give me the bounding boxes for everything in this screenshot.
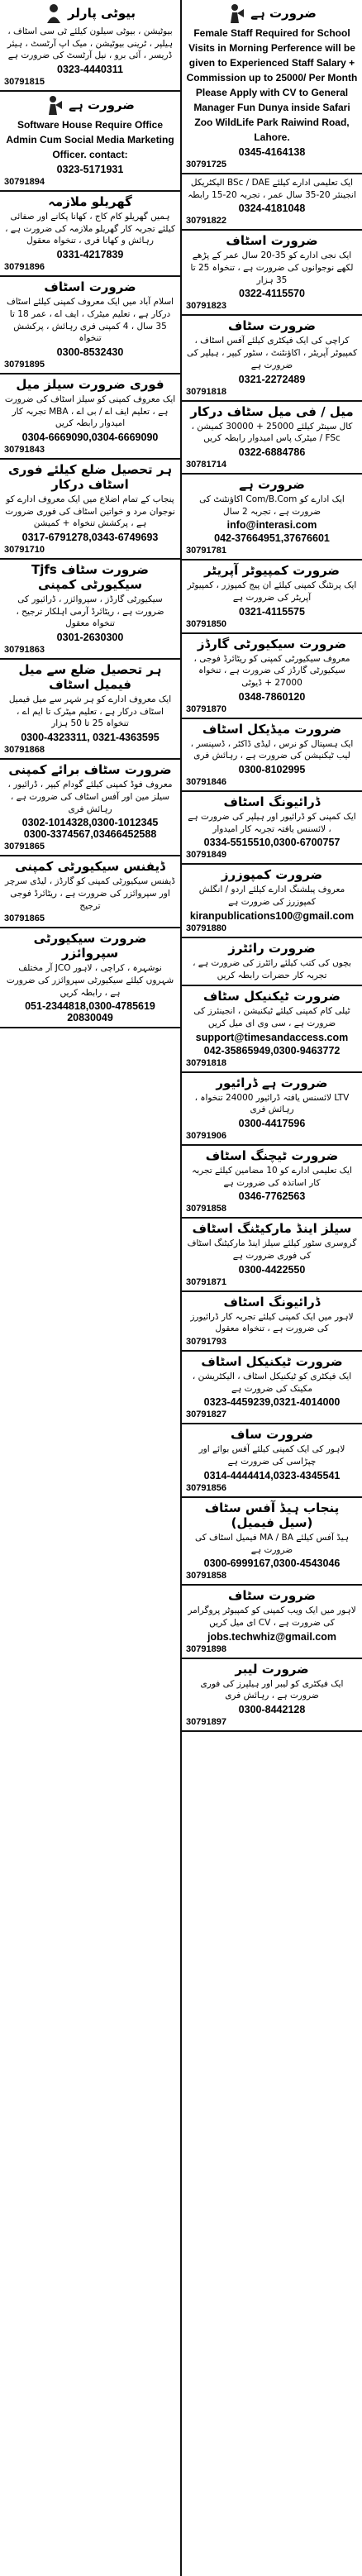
ad-text: ایک معروف کمپنی کو سیلز اسٹاف کی ضرورت ہے ، تعلیم ایف اے / بی اے ، MBA تجربہ کار امیدوار رابطہ کریں [4,394,176,429]
ad-text: بیوٹیشن ، بیوٹی سیلون کیلئے ٹی سی اسٹاف ، ہیلپر ، ٹرینی بیوٹیشن ، میک اپ آرٹسٹ ، ہیئر ڈریسر ، آئی برو ، نیل آرٹسٹ کی ضرورت ہے [7,26,174,61]
classified-ad [182,1352,362,1424]
ad-reference-number: 30791858 [186,1571,226,1581]
ad-title: پنجاب ہیڈ آفس سٹاف (سیل فیمیل) [204,1500,340,1530]
ad-header [4,279,176,294]
classified-ad [182,1424,362,1497]
classified-ad [182,1498,362,1586]
ad-text: سیکیورٹی گارڈز ، سپروائزر ، ڈرائیور کی ضرورت ہے ، ریٹائرڈ آرمی اہلکار ترجیح ، تنخواہ معقول [16,594,164,629]
ad-text: ایک تعلیمی ادارے کو 10 مضامین کیلئے تجربہ کار اساتذہ کی ضرورت ہے [192,1165,352,1188]
classified-ad [0,856,180,928]
ad-text: نوشہرہ ، کراچی ، لاہور JCO آر مختلف شہروں کیلئے سیکیورٹی سپروائزر کی ضرورت ہے ، رابطہ کریں [6,963,174,998]
classified-ad [182,1073,362,1146]
ad-title: ضرورت سیکیورٹی گارڈز [197,636,347,651]
ad-reference-number: 30791725 [186,160,226,169]
ad-header [186,318,358,333]
ad-email[interactable]: jobs.techwhiz@gmail.com [207,1630,336,1643]
ad-title: ڈیفنس سیکیورٹی کمپنی [15,859,165,875]
ad-email[interactable]: info@interasi.com [226,519,317,532]
ad-reference-number: 30791897 [186,1716,226,1727]
ad-text: ٹیلی کام کمپنی کیلئے ٹیکنیشن ، انجینئرز کی ضرورت ہے ، سی وی ای میل کریں [193,1006,350,1028]
ad-phone[interactable]: 0300-4417596 [238,1117,306,1129]
ad-header [186,1500,358,1530]
classified-ad [182,792,362,865]
classified-ad [182,402,362,475]
right-column [182,0,362,2576]
ad-title: ڈرائیونگ اسٹاف [223,794,321,810]
ad-text: کال سینٹر کیلئے 25000 + 30000 کمیشن ، FSc / میٹرک پاس امیدوار رابطہ کریں [191,421,353,444]
ad-reference-number: 30791871 [186,1276,226,1287]
ad-phone[interactable]: 0300-6999167,0300-4543046 [203,1558,341,1570]
ad-title: ضرورت ساف [231,1427,313,1443]
ad-phone[interactable]: 0334-5515510,0300-6700757 [203,837,341,849]
classified-ad [0,928,180,1028]
classified-ad [182,1586,362,1658]
classified-ad [0,460,180,560]
ad-reference-number: 30791895 [4,359,45,370]
ad-text-english: Female Staff Required for School Visits in Morning Perference will be given to Experienced Staff Salary + Commission up to 25000/ Per Month Please Apply with CV to General Manager Fun Dunya inside Safari Zoo WildLife Park Raiwind Road, Lahore. [186,27,358,143]
ad-reference-number: 30791868 [4,745,45,756]
ad-reference-number: 30791898 [186,1643,226,1654]
ad-reference-number: 30791906 [186,1130,226,1141]
classified-ad [182,1219,362,1291]
ad-reference-number: 30791781 [186,546,226,556]
ad-phone[interactable]: 0345-4164138 [238,146,306,158]
ad-phone[interactable]: 0348-7860120 [238,690,306,703]
ad-reference-number: 30791880 [186,923,226,933]
ad-header [186,1588,358,1603]
ad-title: ہر تحصیل ضلع کیلئے فوری اسٹاف درکار [7,461,173,492]
ad-header [4,562,176,592]
ad-header [186,941,358,956]
classified-ad [182,174,362,231]
ad-header [186,404,358,419]
ad-header [186,637,358,651]
ad-text: ایک فیکٹری کو ٹیکنیکل اسٹاف ، الیکٹریشن ، مکینک کی ضرورت ہے [192,1371,352,1394]
classified-ad [182,1292,362,1352]
ad-reference-number: 30791827 [186,1410,226,1420]
classified-ad [0,0,180,92]
ad-title: ضرورت ٹیکنیکل سٹاف [202,989,341,1004]
ad-header [4,762,176,777]
announcement-icon [227,2,245,24]
ad-text: لاہور میں ایک ویب کمپنی کو کمپیوٹر پروگرامر کی ضرورت ہے ، CV ای میل کریں [188,1605,356,1628]
ad-phone[interactable]: 0346-7762563 [238,1190,306,1203]
ad-email[interactable]: support@timesandaccess.com [195,1031,349,1043]
ad-header [186,1295,358,1309]
ad-text: لاہور میں ایک کمپنی کیلئے تجربہ کار ڈرائیورز کی ضرورت ہے ، تنخواہ معقول [190,1311,354,1334]
ad-reference-number: 30791865 [4,914,45,924]
ad-email[interactable]: kiranpublications100@gmail.com [189,909,355,922]
ad-phone[interactable]: 042-35865949,0300-9463772 [203,1044,341,1057]
ad-reference-number: 30791870 [186,704,226,714]
classified-ad [0,660,180,760]
ad-title: ضرورت کمپوزرز [221,867,323,883]
ad-header [4,377,176,392]
ad-title: ضرورت ہے ڈرائیور [216,1075,328,1090]
ad-title: ضرورت سٹاف Tjfs سیکیورٹی کمپنی [31,562,150,592]
ad-phone[interactable]: 042-37664951,37676601 [214,532,330,545]
ad-phone[interactable]: 0324-4181048 [238,203,306,215]
ad-header [186,867,358,882]
ad-title: ضرورت کمپیوٹر آپریٹر [204,563,340,579]
classified-ad [182,0,362,174]
ad-title: ضرورت ہے [250,6,317,21]
ad-title: فوری ضرورت سیلز میل [16,376,164,392]
ad-phone[interactable]: 0323-5171931 [56,164,124,176]
ad-header [186,233,358,248]
ad-phone[interactable]: 0322-6884786 [238,446,306,458]
ad-header [4,2,176,24]
ad-title: ضرورت لیبر [235,1661,309,1677]
ad-reference-number: 30791856 [186,1482,226,1493]
ad-header [186,477,358,492]
ad-header [186,1076,358,1090]
ad-reference-number: 30791865 [4,842,45,852]
ad-reference-number: 30791849 [186,850,226,861]
ad-phone[interactable]: 0300-4323311, 0321-4363595 [21,732,160,744]
ad-title: ضرورت سٹاف [227,318,316,334]
ad-header [4,462,176,492]
ad-reference-number: 30791822 [186,216,226,227]
ad-title: ضرورت اسٹاف [44,279,136,295]
ad-phone[interactable]: 0304-6669090,0304-6669090 [21,431,159,443]
classified-ad [182,316,362,401]
ad-reference-number: 30791823 [186,301,226,312]
ad-title: سیلز اینڈ مارکیٹنگ اسٹاف [192,1221,352,1237]
classified-ad [182,634,362,719]
ad-text: ہمیں گھریلو کام کاج ، کھانا پکانے اور صفائی کیلئے تجربہ کار گھریلو ملازمہ کی ضرورت ہے ، رہائش و کھانا فری ، تنخواہ معقول [5,212,175,246]
ad-reference-number: 30791710 [4,545,45,555]
ad-header [186,1221,358,1236]
ad-header [186,2,358,24]
ad-title: ضرورت سٹاف [227,1588,316,1604]
ad-text: معروف فوڈ کمپنی کیلئے گودام کیپر ، ڈرائیور ، سیلز مین اور آفس اسٹاف کی ضرورت ہے ، رہائش فری [7,780,173,814]
classified-ad [182,938,362,986]
ad-phone[interactable]: 0300-4422550 [238,1263,306,1276]
ad-phone[interactable]: 0314-4444414,0323-4345541 [203,1469,341,1481]
ad-phone[interactable]: 0323-4459239,0321-4014000 [203,1396,341,1409]
ad-reference-number: 30791793 [186,1337,226,1348]
ad-header [186,1662,358,1677]
ad-text: اسلام آباد میں ایک معروف کمپنی کیلئے اسٹاف درکار ہے ، تعلیم میٹرک ، ایف اے ، عمر 18 تا 35 سال ، 4 کمپنی فری رہائش ، پرکشش تنخواہ [6,297,174,344]
ad-text: لاہور کی ایک کمپنی کیلئے آفس بوائے اور چپڑاسی کی ضرورت ہے [198,1444,345,1467]
ad-header [4,931,176,961]
ad-text: ایک کمپنی کو ڈرائیور اور ہیلپر کی ضرورت ہے ، لائسنس یافتہ تجربہ کار امیدوار [188,812,356,834]
ad-reference-number: 30791863 [4,645,45,656]
parlour-icon [45,2,63,24]
ad-text: بچوں کی کتب کیلئے رائٹرز کی ضرورت ہے ، تجربہ کار حضرات رابطہ کریں [193,957,351,980]
ad-reference-number: 30791843 [4,444,45,455]
ad-title: ضرورت ٹیکنیکل اسٹاف [201,1354,343,1370]
ad-header [186,1427,358,1442]
ad-reference-number: 30791894 [4,177,45,188]
ad-text: ڈیفنس سیکیورٹی کمپنی کو گارڈز ، لیڈی سرچر اور سپروائزر کی ضرورت ہے ، ریٹائرڈ فوجی ترجیح [5,876,175,911]
ad-reference-number: 30791815 [4,77,45,88]
classified-ad [182,231,362,316]
ad-phone[interactable]: 0300-8442128 [238,1703,306,1715]
classified-ad [0,760,180,856]
ad-reference-number: 30791846 [186,777,226,788]
ad-title: ضرورت ٹیچنگ اسٹاف [205,1147,339,1163]
ad-phone[interactable]: 051-2344818,0300-4785619 20830049 [25,1000,155,1024]
ad-title: بیوٹی پارلر [67,6,136,21]
classified-ad [182,865,362,937]
ad-phone[interactable]: 0302-1014328,0300-1012345 0300-3374567,03466452588 [21,817,159,841]
ad-header [186,563,358,578]
classified-ad [0,277,180,374]
ad-text: ہیڈ آفس کیلئے MA / BA فیمیل اسٹاف کی ضرورت ہے [194,1532,350,1555]
ad-text: ایک نجی ادارے کو 35-20 سال عمر کے پڑھے لکھے نوجوانوں کی ضرورت ہے ، تنخواہ 25 تا 35 ہزار [190,250,354,285]
ad-phone[interactable]: 0321-4115575 [239,605,305,618]
ad-title: ضرورت اسٹاف [226,233,318,249]
classified-ad [182,1146,362,1219]
classified-ad [0,92,180,192]
ad-title: گھریلو ملازمہ [48,194,132,210]
classified-ad [182,719,362,792]
ad-title: ہر تحصیل ضلع سے میل فیمیل اسٹاف [18,662,162,693]
classified-ad [182,561,362,633]
ad-header [4,194,176,209]
ad-title: ضرورت رائٹرز [228,940,316,956]
ad-title: ضرورت ہے [239,476,305,492]
ad-text: LTV لائسنس یافتہ ڈرائیور 24000 تنخواہ ، رہائش فری [194,1092,350,1115]
ad-phone[interactable]: 0317-6791278,0343-6749693 [21,532,159,543]
ad-text: پنجاب کے تمام اضلاع میں ایک معروف ادارے کو نوجوان مرد و خواتین اسٹاف کی فوری ضرورت ہے ، پرکشش تنخواہ + کمیشن [5,494,175,529]
ad-reference-number: 30781714 [186,459,226,470]
ad-text: ایک پرنٹنگ کمپنی کیلئے ان پیج کمپوزر ، کمپیوٹر آپریٹر کی ضرورت ہے [187,580,357,603]
classified-ad [182,475,362,561]
ad-title: ضرورت میڈیکل اسٹاف [202,721,342,737]
ad-phone[interactable]: 0322-4115570 [239,288,305,300]
ad-text: ایک فیکٹری کو لیبر اور ہیلپرز کی فوری ضرورت ہے ، رہائش فری [200,1678,344,1701]
ad-phone[interactable]: 0323-4440311 [57,64,123,76]
ad-reference-number: 30791896 [4,262,45,273]
ad-header [186,1354,358,1369]
ad-header [4,662,176,692]
ad-text: معروف پبلشنگ ادارے کیلئے اردو / انگلش کمپوزرز کی ضرورت ہے [198,885,345,908]
announcement-icon [45,94,64,116]
ad-header [186,1148,358,1163]
ad-text-english: Software House Require Office Admin Cum Social Media Marketing Officer. contact: [6,119,174,161]
ad-phone[interactable]: 0301-2630300 [56,632,124,644]
ad-header [4,94,176,116]
ad-header [4,859,176,874]
ad-reference-number: 30791858 [186,1204,226,1214]
ad-reference-number: 30791818 [186,386,226,397]
classified-ad [0,192,180,277]
ad-phone[interactable]: 0331-4217839 [56,249,124,261]
ad-title: ضرورت سیکیورٹی سپروائزر [33,931,147,961]
ad-text: ایک ادارے کو Com/B.Com اکاؤنٹنٹ کی ضرورت ہے ، تجربہ 2 سال [199,494,345,517]
ad-title: ڈرائیونگ اسٹاف [223,1294,321,1309]
ad-title: ضرورت سٹاف برائے کمپنی [8,762,172,778]
ad-text: ایک معروف ادارے کو ہر شہر سے میل فیمیل اسٹاف درکار ہے ، تعلیم میٹرک تا ایم اے ، تنخواہ 25 تا 50 ہزار [8,694,172,729]
ad-header [186,989,358,1004]
ad-text: ایک تعلیمی ادارے کیلئے BSc / DAE الیکٹریکل انجینئر 20-35 سال عمر ، تجربہ 20-15 رابطہ [188,178,356,200]
ad-text: معروف سیکیورٹی کمپنی کو ریٹائرڈ فوجی ، سیکیورٹی گارڈز کی ضرورت ہے ، تنخواہ 27000 + ڈیوٹی [193,653,350,688]
classified-ad [182,1659,362,1732]
ad-reference-number: 30791850 [186,618,226,629]
ad-phone[interactable]: 0300-8102995 [238,764,306,776]
ad-text: کراچی کی ایک فیکٹری کیلئے آفس اسٹاف ، کمپیوٹر آپریٹر ، اکاؤنٹنٹ ، سٹور کیپر ، ہیلپر کی ضرورت ہے [186,336,358,370]
ad-header [186,794,358,809]
classified-ad [0,560,180,660]
ad-phone[interactable]: 0321-2272489 [238,373,306,385]
ad-title: میل / فی میل سٹاف درکار [190,403,354,419]
ad-text: گروسری سٹور کیلئے سیلز اینڈ مارکیٹنگ اسٹاف کی فوری ضرورت ہے [187,1238,357,1261]
ad-reference-number: 30791818 [186,1057,226,1068]
classified-ad [182,986,362,1072]
ad-text: ایک ہسپتال کو نرس ، لیڈی ڈاکٹر ، ڈسپنسر ، لیب ٹیکنیشن کی ضرورت ہے ، رہائش فری [190,738,354,761]
ad-header [186,722,358,737]
ad-phone[interactable]: 0300-8532430 [56,346,124,358]
ad-title: ضرورت ہے [69,98,135,113]
classified-ad [0,374,180,460]
